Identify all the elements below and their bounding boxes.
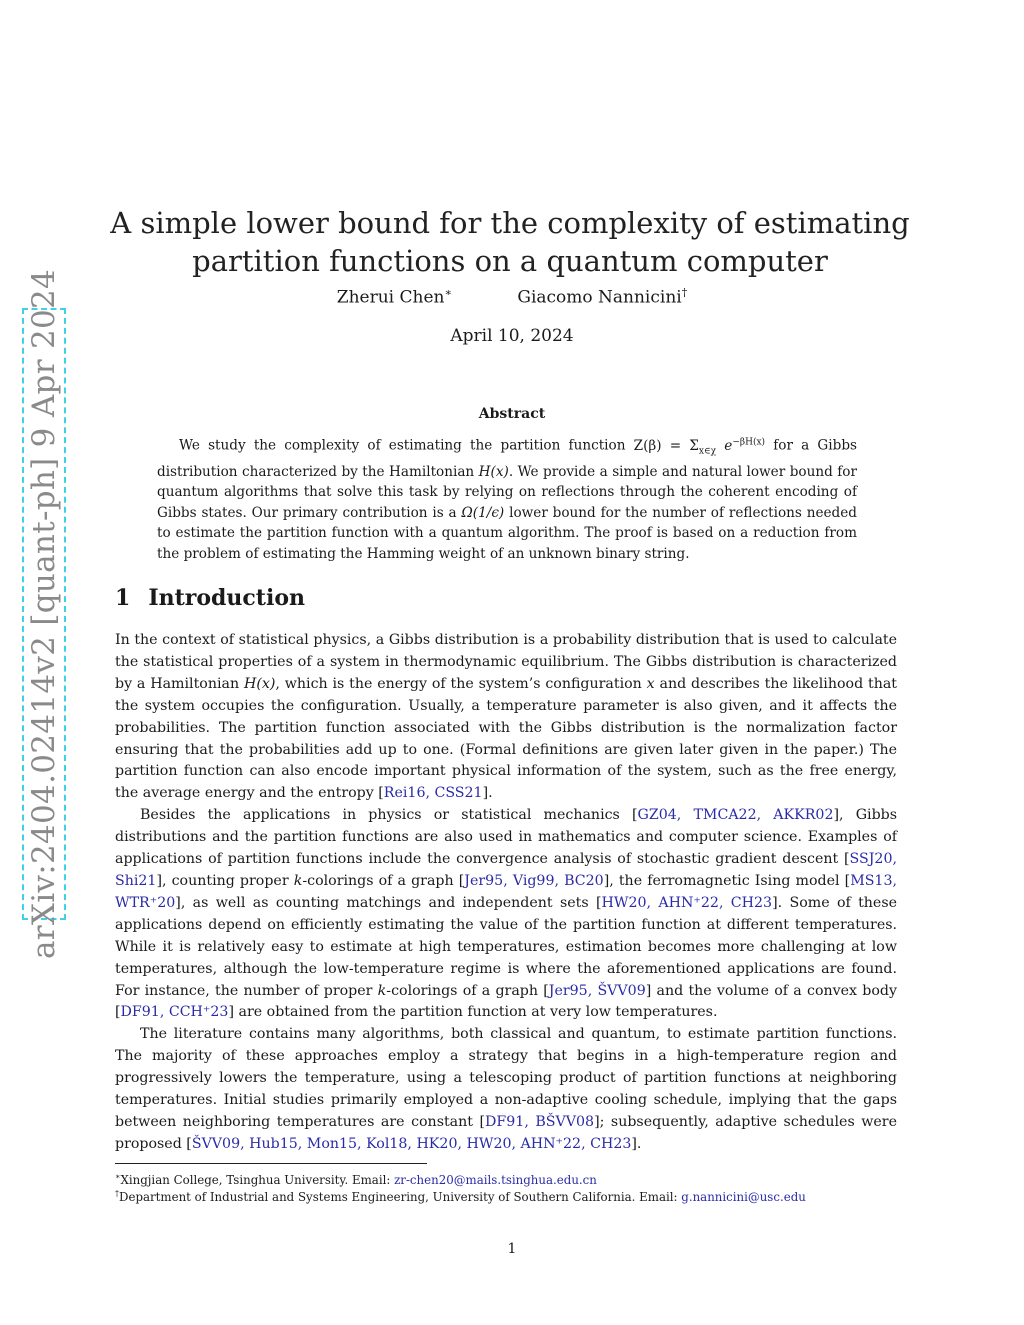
footnote-1: ∗Xingjian College, Tsinghua University. Email: zr-chen20@mails.tsinghua.edu.cn bbox=[115, 1172, 597, 1187]
paragraph-3: The literature contains many algorithms, both classical and quantum, to estimate partition functions. The majority of these approaches employ a strategy that begins in a high-temperature region and progressively lowers the temperature, using a telescoping product of partition functions at neighboring temperatures. Initial studies primarily employed a non-adaptive cooling schedule, implying that the gaps between neighboring temperatures are constant [DF91, BŠVV08]; subsequently, adaptive schedules were proposed [ŠVV09, Hub15, Mon15, Kol18, HK20, HW20, AHN⁺22, CH23]. bbox=[115, 1026, 897, 1152]
author-1 bbox=[337, 286, 452, 308]
section-number: 1 bbox=[115, 585, 131, 611]
email-link[interactable]: g.nannicini@usc.edu bbox=[681, 1189, 806, 1204]
citation-link[interactable]: Jer95, Vig99, BC20 bbox=[464, 872, 604, 889]
section-heading-introduction bbox=[115, 585, 305, 611]
citation-link[interactable]: ŠVV09, Hub15, Mon15, Kol18, HK20, HW20, AHN⁺22, CH23 bbox=[191, 1135, 632, 1152]
footnote-2: †Department of Industrial and Systems Engineering, University of Southern California. Email: g.nannicini@usc.edu bbox=[115, 1189, 806, 1204]
introduction-body bbox=[115, 630, 897, 1156]
citation-link[interactable]: Jer95, ŠVV09 bbox=[548, 982, 646, 999]
citation-link[interactable]: GZ04, TMCA22, AKKR02 bbox=[637, 807, 834, 824]
abstract-body: We study the complexity of estimating the partition function $Z(\beta) = \Sigma_{x\in\chi}$ $e^{-\beta H(x)}$ for a Gibbs distribution characterized by the Hamiltonian H(x). We provide a simple and natural lower bound for quantum algorithms that solve this task by relying on reflections through the coherent encoding of Gibbs states. Our primary contribution is a Ω(1/ϵ) lower bound for the number of reflections needed to estimate the partition function with a quantum algorithm. The proof is based on a reduction from the problem of estimating the Hamming weight of an unknown binary string. bbox=[157, 437, 858, 562]
author-2-mark: † bbox=[681, 286, 688, 299]
citation-link[interactable]: HW20, AHN⁺22, CH23 bbox=[601, 894, 773, 911]
citation-link[interactable]: SSJ20, Shi21 bbox=[115, 851, 897, 889]
paragraph-2: Besides the applications in physics or statistical mechanics [GZ04, TMCA22, AKKR02], Gibbs distributions and the partition functions are also used in mathematics and computer science. Examples of applications of partition functions include the convergence analysis of stochastic gradient descent [SSJ20, Shi21], counting proper k-colorings of a graph [Jer95, Vig99, BC20], the ferromagnetic Ising model [MS13, WTR⁺20], as well as counting matchings and independent sets [HW20, AHN⁺22, CH23]. Some of these applications depend on efficiently estimating the value of the partition function at different temperatures. While it is relatively easy to estimate at high temperatures, estimation becomes more challenging at low temperatures, although the low-temperature regime is where the aforementioned applications are found. For instance, the number of proper k-colorings of a graph [Jer95, ŠVV09] and the volume of a convex body [DF91, CCH⁺23] are obtained from the partition function at very low temperatures. bbox=[115, 807, 898, 1021]
citation-link[interactable]: DF91, CCH⁺23 bbox=[120, 1004, 229, 1021]
author-2-name: Giacomo Nannicini bbox=[517, 287, 682, 308]
paper-date: April 10, 2024 bbox=[450, 326, 574, 346]
page-number: 1 bbox=[507, 1241, 517, 1257]
paper-title: A simple lower bound for the complexity of estimating partition functions on a quantum computer bbox=[110, 206, 910, 279]
abstract-heading: Abstract bbox=[478, 406, 546, 422]
omega-bound: Ω(1/ϵ) bbox=[461, 504, 505, 521]
paragraph-1: In the context of statistical physics, a Gibbs distribution is a probability distribution that is used to calculate the statistical properties of a system in thermodynamic equilibrium. The Gibbs distribution is characterized by a Hamiltonian H(x), which is the energy of the system’s configuration x and describes the likelihood that the system occupies the configuration. Usually, a temperature parameter is also given, and it affects the probabilities. The partition function associated with the Gibbs distribution is the normalization factor ensuring that the probabilities add up to one. (Formal definitions are given later given in the paper.) The partition function can also encode important physical information of the system, such as the free energy, the average energy and the entropy [Rei16, CSS21]. bbox=[115, 632, 897, 802]
section-title: Introduction bbox=[148, 585, 305, 611]
author-1-name: Zherui Chen bbox=[336, 287, 445, 308]
citation-link[interactable]: Rei16, CSS21 bbox=[383, 785, 483, 802]
footnote-rule bbox=[115, 1163, 427, 1164]
citation-link[interactable]: MS13, WTR⁺20 bbox=[115, 872, 897, 911]
author-2 bbox=[517, 286, 687, 308]
arxiv-sidebar-stamp bbox=[22, 268, 66, 960]
author-list bbox=[0, 286, 1024, 308]
author-1-mark: ∗ bbox=[444, 286, 452, 299]
partition-formula: $Z(\beta) = \Sigma_{x\in\chi}$ $e^{-\beta H(x)}$ bbox=[633, 437, 766, 457]
email-link[interactable]: zr-chen20@mails.tsinghua.edu.cn bbox=[394, 1172, 597, 1187]
citation-link[interactable]: DF91, BŠVV08 bbox=[485, 1113, 595, 1130]
arxiv-identifier: arXiv:2404.02414v2 [quant-ph] 9 Apr 2024 bbox=[26, 268, 62, 960]
